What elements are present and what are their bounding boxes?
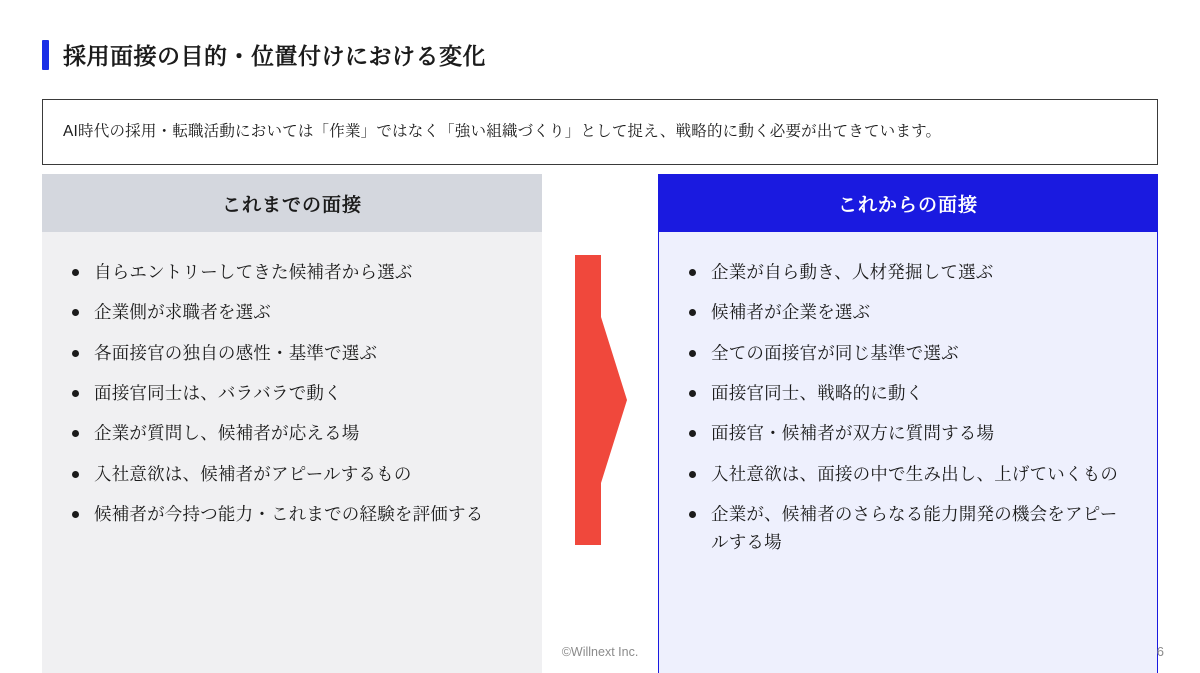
- footer-copyright: ©Willnext Inc.: [561, 645, 639, 659]
- column-future-list: [685, 258, 1131, 557]
- list-item: 自らエントリーしてきた候補者から選ぶ: [68, 258, 516, 286]
- list-item: 企業側が求職者を選ぶ: [68, 298, 516, 326]
- list-item: 全ての面接官が同じ基準で選ぶ: [685, 339, 1131, 367]
- list-item: 面接官・候補者が双方に質問する場: [685, 419, 1131, 447]
- column-past: [42, 174, 542, 673]
- list-item: 候補者が企業を選ぶ: [685, 298, 1131, 326]
- lead-statement-text: AI時代の採用・転職活動においては「作業」ではなく「強い組織づくり」として捉え、戦略的に動く必要が出てきています。: [63, 123, 942, 141]
- column-past-list: [68, 258, 516, 528]
- list-item: 面接官同士、戦略的に動く: [685, 379, 1131, 407]
- lead-statement-box: [42, 99, 1158, 165]
- list-item: 入社意欲は、面接の中で生み出し、上げていくもの: [685, 460, 1131, 488]
- list-item: 候補者が今持つ能力・これまでの経験を評価する: [68, 500, 516, 528]
- list-item: 面接官同士は、バラバラで動く: [68, 379, 516, 407]
- list-item: 企業が自ら動き、人材発掘して選ぶ: [685, 258, 1131, 286]
- list-item: 企業が、候補者のさらなる能力開発の機会をアピールする場: [685, 500, 1131, 557]
- list-item: 企業が質問し、候補者が応える場: [68, 419, 516, 447]
- footer-page-number: 6: [1156, 644, 1164, 659]
- column-future-heading: これからの面接: [658, 174, 1158, 232]
- column-future: [658, 174, 1158, 673]
- list-item: 各面接官の独自の感性・基準で選ぶ: [68, 339, 516, 367]
- page-title: [42, 38, 486, 71]
- column-future-body: [658, 232, 1158, 673]
- title-accent-bar: [42, 40, 49, 70]
- title-text: 採用面接の目的・位置付けにおける変化: [63, 43, 486, 69]
- column-past-body: [42, 232, 542, 673]
- list-item: 入社意欲は、候補者がアピールするもの: [68, 460, 516, 488]
- transition-arrow-icon: [575, 255, 627, 545]
- column-past-heading: これまでの面接: [42, 174, 542, 232]
